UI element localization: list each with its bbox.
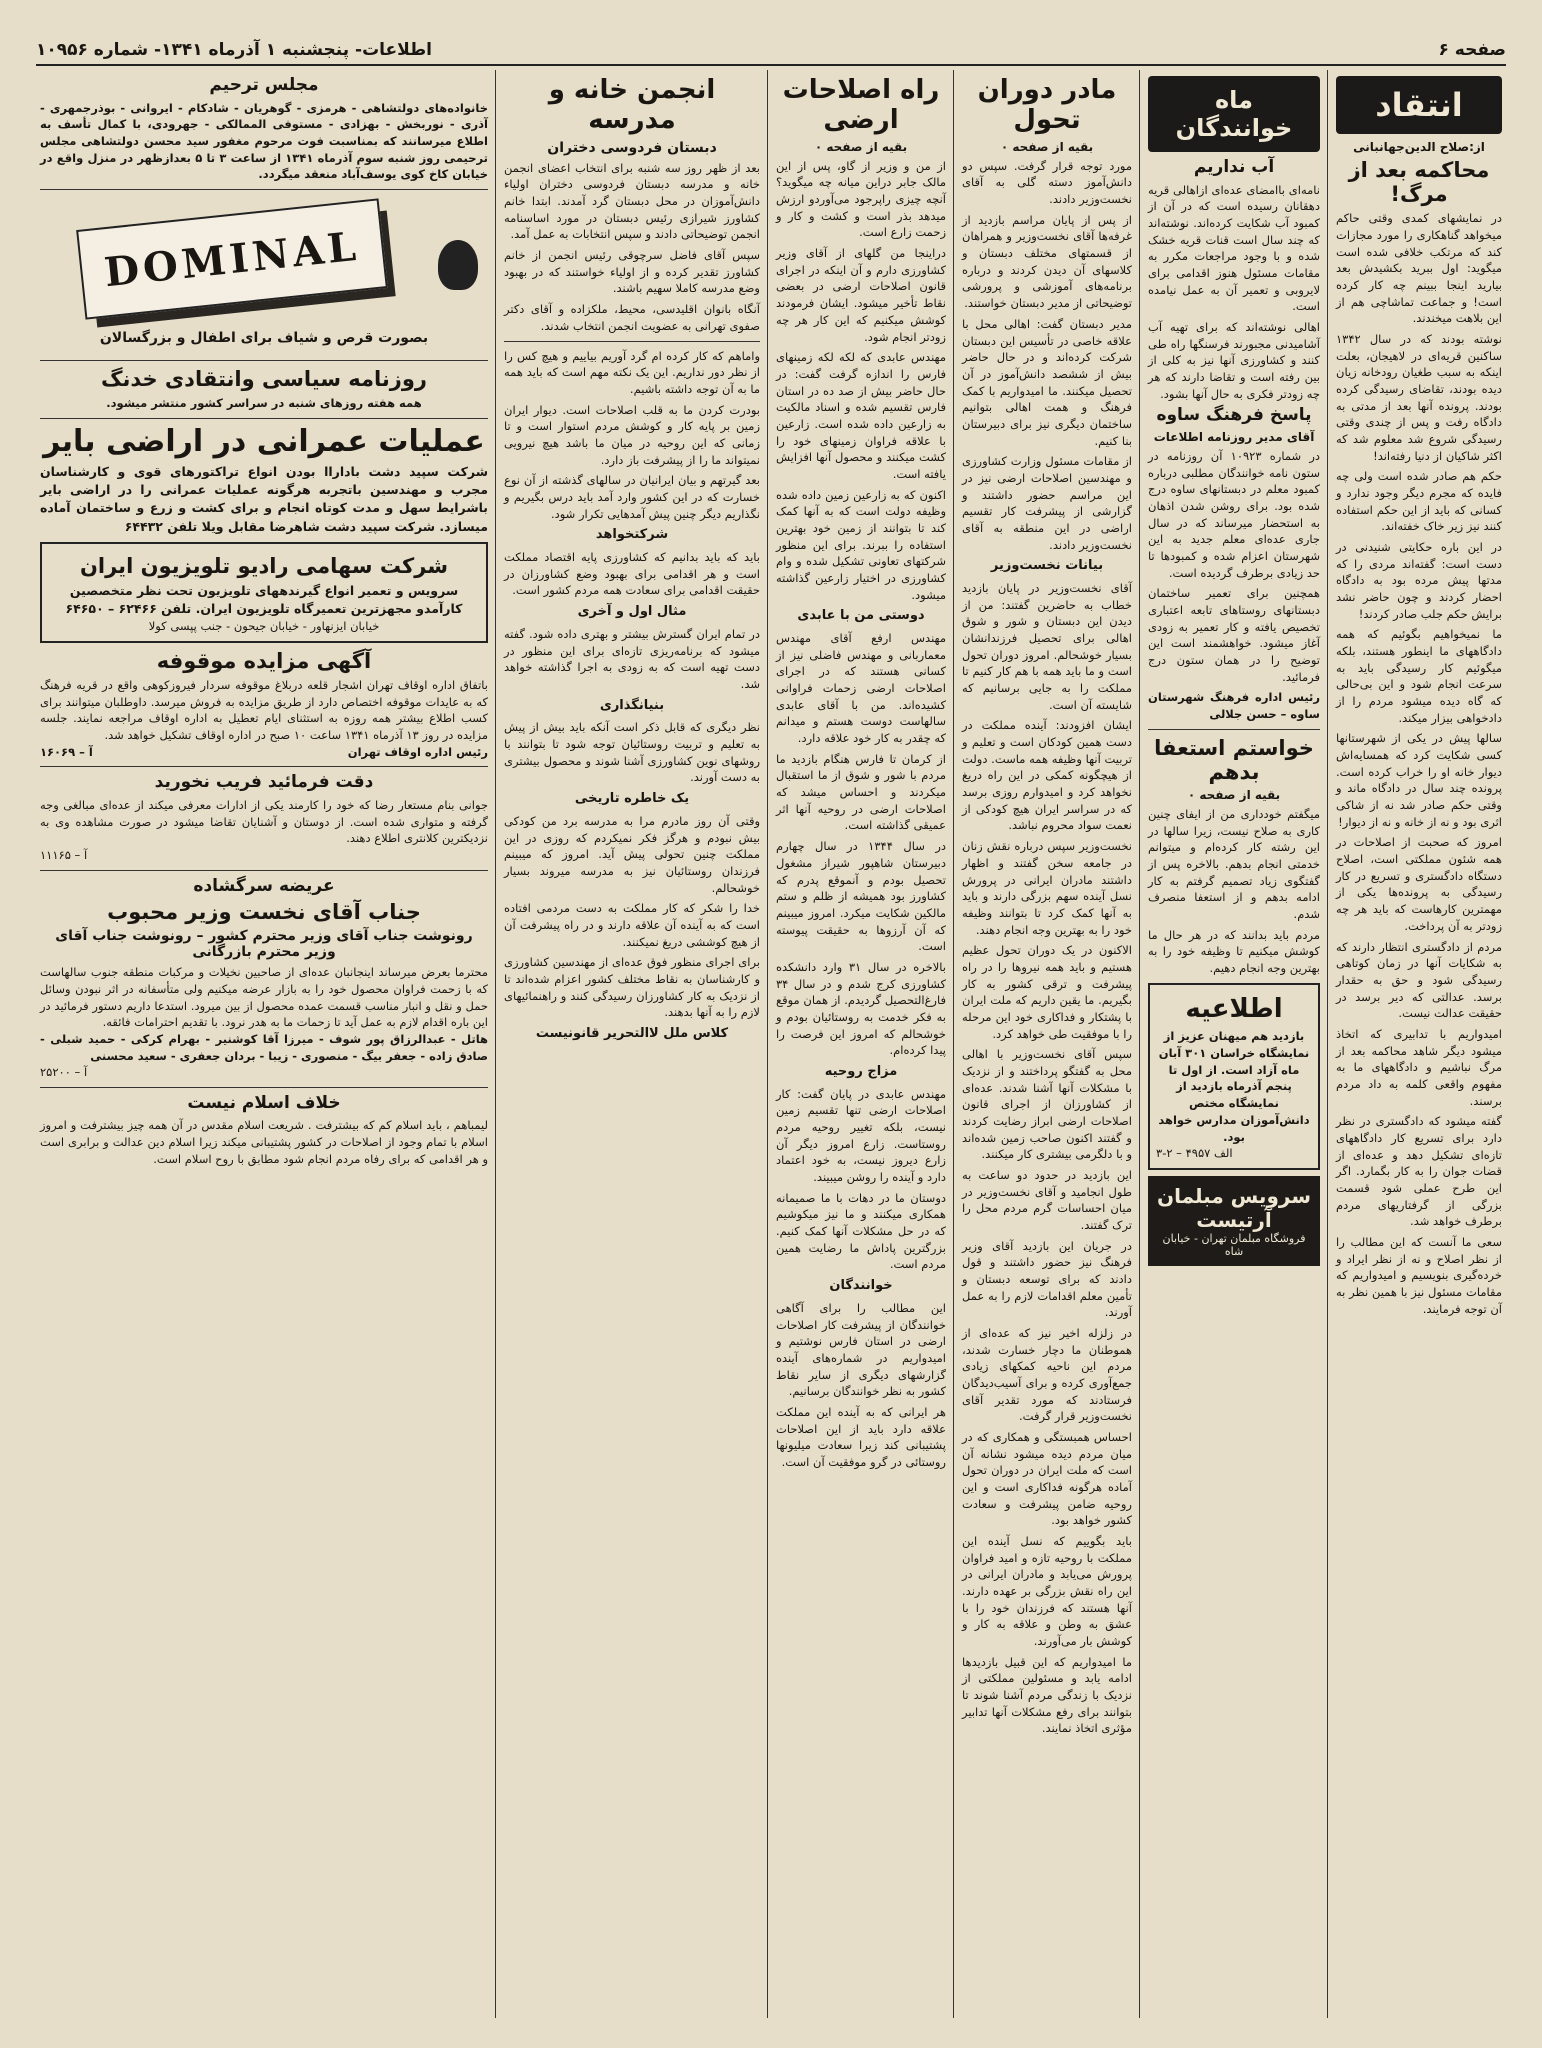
paragraph: آقای نخست‌وزیر در پایان بازدید خطاب به حاضرین گفتند: من از دیدن این دبستان و شور و شوق اهالی برای تحصیل فرزندانشان بسیار خوشحالم. امروز دوران تحول است و ما باید همه با هم کار کنیم تا مملکت را به جایی برسانیم که شایسته آن است.	[962, 581, 1132, 712]
resign-subtitle: بقیه از صفحه ۰	[1187, 787, 1281, 802]
paragraph: سعی ما آنست که این مطالب را از نظر اصلاح و نه از نظر ایراد و خرده‌گیری بنویسیم و امیدواریم که مقامات مسئول نیز با همین نظر به آن توجه فرمایند.	[1336, 1234, 1502, 1316]
tv-company-address: خیابان ایزنهاور - خیابان جیحون - جنب پپسی کولا	[148, 619, 380, 634]
column-divider	[1139, 70, 1140, 2018]
paragraph: همچنین برای تعمیر ساختمان دبستانهای روستاهای تابعه اعتباری تخصیص یافته و کار تعمیر به زودی آغاز میشود. خواهشمند است این توضیح را در همان ستون درج فرمائید.	[1148, 586, 1320, 684]
paragraph: سالها پیش در یکی از شهرستانها کسی شکایت کرد که همسایه‌اش دیوار خانه او را خراب کرده است. پرونده چند سال در دادگاه ماند و وقتی حکم صادر شد نه از شاکی اثری بود و نه از خانه و نه از دیوار!	[1336, 731, 1502, 829]
column-ads	[36, 72, 492, 2018]
furniture-ad	[1148, 1176, 1320, 1266]
column-mother	[958, 72, 1136, 2018]
page-number: صفحه ۶	[1438, 40, 1506, 60]
column-divider	[953, 70, 954, 2018]
khadang-title: روزنامه سیاسی وانتقادی خدنگ	[100, 366, 428, 391]
readers-logo: ماه خوانندگان	[1148, 76, 1320, 152]
paragraph: واماهم که کار کرده ام گرد آوریم بیاییم و هیچ کس را از نظر دور نداریم. این یک نکته مهم است که باید همه ما به آن توجه داشته باشیم.	[504, 348, 760, 396]
paragraph: دوستان ما در دهات با ما صمیمانه همکاری میکنند و ما نیز میکوشیم که در حل مشکلات آنها کمک کنیم. بزرگترین پاداش ما رضایت همین مردم است.	[776, 1190, 946, 1272]
paragraph: امیدواریم با تدابیری که اتخاذ میشود دیگر شاهد محاکمه بعد از مرگ نباشیم و دادگاههای ما به مفهوم واقعی کلمه به داد مردم برسند.	[1336, 1026, 1502, 1108]
fraud-warning-title: دقت فرمائید فریب نخورید	[154, 772, 374, 793]
paragraph: سپس آقای نخست‌وزیر با اهالی محل به گفتگو پرداختند و از نزدیک با مشکلات آنها آشنا شدند. عده‌ای از کشاورزان از اجرای قانون اصلاحات ارضی ابراز رضایت کردند و گفتند اکنون صاحب زمین شده‌اند و با دلگرمی بیشتری کار میکنند.	[962, 1047, 1132, 1162]
land-reform-subtitle: بقیه از صفحه ۰	[814, 139, 908, 154]
bayer-logo-icon	[438, 240, 478, 290]
islam-title: خلاف اسلام نیست	[187, 1092, 341, 1113]
paragraph: نظر دیگری که قابل ذکر است آنکه باید بیش از پیش به تعلیم و تربیت روستائیان توجه شود تا بتوانند با روشهای نوین کشاورزی آشنا شوند و محصول بیشتری به دست آورند.	[504, 720, 760, 785]
paragraph: مهندس ارفع آقای مهندس معماربانی و مهندس فاضلی نیز از کسانی هستند که در اجرای اصلاحات ارضی زحمات فراوانی کشیده‌اند. من با آقای عابدی سالهاست دوست هستم و میدانم که چقدر به کار خود علاقه دارد.	[776, 631, 946, 746]
section-heading: بیانات نخست‌وزیر	[990, 558, 1104, 574]
paragraph: بودرت کردن ما به قلب اصلاحات است. دیوار ایران زمین بر پایه کار و کوشش مردم استوار است و تا زمانی که این روحیه در میان ما باشد هیچ نیرویی نمیتواند ما را از پیشرفت باز دارد.	[504, 402, 760, 467]
paragraph: باید بگوییم که نسل آینده این مملکت با روحیه تازه و امید فراوان پرورش می‌یابد و مادران ایرانی در این راه نقش بزرگی بر عهده دارند. آنها هستند که فرزندان خود را با عشق به وطن و علاقه به کار و کوشش بار می‌آورند.	[962, 1534, 1132, 1649]
paragraph: مهندس عابدی در پایان گفت: کار اصلاحات ارضی تنها تقسیم زمین نیست، بلکه تغییر روحیه مردم روستاست. زارع امروز دیگر آن زارع دیروز نیست، به خود اعتماد دارد و آینده را روشن میبیند.	[776, 1086, 946, 1185]
petition-label: عریضه سرگشاده	[193, 875, 335, 896]
paragraph: گفته میشود که دادگستری در نظر دارد برای تسریع کار دادگاههای تازه‌ای تشکیل دهد و عده‌ای از قضات جوان را به کار بگمارد. اگر این طرح عملی شود قسمت بزرگی از گرفتاریهای مردم برطرف خواهد شد.	[1336, 1114, 1502, 1229]
masthead	[36, 36, 1506, 66]
column-divider	[767, 70, 768, 2018]
paragraph: حکم هم صادر شده است ولی چه فایده که مجرم دیگر وجود ندارد و کسانی که باید از این حکم استفاده کنند نیز زیر خاک خفته‌اند.	[1336, 469, 1502, 534]
column-land-reform	[772, 72, 950, 2018]
paragraph: وقتی آن روز مادرم مرا به مدرسه برد من کودکی بیش نبودم و هرگز فکر نمیکردم که روزی در این مملکت چنین تحولی پیش آید. امروز که میبینم فرزندان روستائیان نیز به مدرسه میروند بسیار خوشحالم.	[504, 813, 760, 895]
paragraph: مدیر دبستان گفت: اهالی محل با علاقه خاصی در تأسیس این دبستان شرکت کرده‌اند و در حال حاضر بیش از ششصد دانش‌آموز در آن تحصیل میکنند. ما امیدواریم با کمک فرهنگ و همت اهالی بتوانیم ساختمان دیگری نیز برای دبیرستان بنا کنیم.	[962, 316, 1132, 448]
column-divider	[495, 70, 496, 2018]
tv-company-ad	[40, 542, 488, 643]
islam-body: لیمباهم ، باید اسلام کم که بیشترفت . شریعت اسلام مقدس در آن همه چیز بیشترفت و امروز اسلام با تمام وجود از اصلاحات در کشور پشتیبانی میکند زیرا اسلام دین عدالت و برابری است و هر اقدامی که برای رفاه مردم انجام شود مطابق با روح اسلام است.	[40, 1118, 488, 1166]
column-criticism	[1332, 72, 1506, 2018]
column-divider	[1327, 70, 1328, 2018]
paragraph: بعد از ظهر روز سه شنبه برای انتخاب اعضای انجمن خانه و مدرسه دبستان فردوسی دختران اولیاء دانش‌آموزان در محل دبستان گرد آمدند. ابتدا خانم کشاورز شیرازی رئیس دبستان در مورد اساسنامه انجمن توضیحاتی دادند و سپس انتخابات به عمل آمد.	[504, 160, 760, 242]
paragraph: برای اجرای منظور فوق عده‌ای از مهندسین کشاورزی و کارشناسان به نقاط مختلف کشور اعزام شده‌اند تا از نزدیک به کار کشاورزان رسیدگی کنند و راهنمائیهای لازم را به آنها بدهند.	[504, 955, 760, 1020]
paragraph: امروز که صحبت از اصلاحات در همه شئون مملکتی است، اصلاح دستگاه دادگستری و تسریع در کار رسیدگی به پرونده‌ها یکی از مهمترین کارهاست که باید هر چه زودتر به آن پرداخت.	[1336, 835, 1502, 933]
mother-headline: مادر دوران تحول	[977, 75, 1117, 135]
tv-company-body: سرویس و تعمیر انواع گیرندههای تلویزیون تحت نظر متخصصین کارآمدو مجهزترین تعمیرگاه تلویزیون ایران. تلفن ۶۲۴۶۶ – ۶۴۶۵۰	[65, 582, 463, 616]
paragraph: باید که باید بدانیم که کشاورزی پایه اقتصاد مملکت است و هر اقدامی برای بهبود وضع کشاورزان در حقیقت اقدامی برای سعادت همه مردم کشور است.	[504, 550, 760, 598]
furniture-ad-body: فروشگاه مبلمان تهران - خیابان شاه	[1162, 1231, 1306, 1258]
paragraph: رئیس اداره فرهنگ شهرستان ساوه – حسن جلالی	[1148, 690, 1320, 721]
criticism-headline: محاکمه بعد از مرگ!	[1348, 158, 1490, 207]
fraud-warning-body: جوانی بنام مستعار رضا که خود را کارمند یکی از ادارات معرفی میکند از عده‌ای مبالغی وجه گرفته و متواری شده است. از دوستان و آشنایان تقاضا میشود در صورت مشاهده وی به نزدیکترین کلانتری اطلاع دهند.	[40, 797, 488, 846]
dominal-ad	[40, 200, 488, 350]
paragraph: اهالی نوشته‌اند که برای تهیه آب آشامیدنی مجبورند فرسنگها راه طی کنند و کشاورزی آنها نیز به کلی از بین رفته است و تقاضا دارند که هر چه زودتر فکری به حال آنها بشود.	[1148, 319, 1320, 401]
issue-info: اطلاعات- پنجشنبه ۱ آذرماه ۱۳۴۱- شماره ۱۰۹۵۶	[36, 40, 432, 60]
exhibition-notice	[1148, 983, 1320, 1170]
paragraph: در نمایشهای کمدی وقتی حاکم میخواهد گناهکاری را مورد مجازات کند که مرتکب خلافی شده است میگوید: اول ببرید بکشیدش بعد بیارید اینجا ببینم چه کار کرده است! و جماعت تماشاچی هم از این بلاهت میخندند.	[1336, 211, 1502, 326]
section-heading: شرکتخواهد	[595, 527, 669, 543]
paragraph: از مقامات مسئول وزارت کشاورزی و مهندسین اصلاحات ارضی نیز در این مراسم حضور داشتند و گزارشی از پیشرفت کار تقسیم اراضی در این منطقه به آقای نخست‌وزیر دادند.	[962, 454, 1132, 552]
development-body: شرکت سپید دشت باداراا بودن انواع تراکتورهای قوی و کارشناسان مجرب و مهندسین باتجربه هرگونه عملیات عمرانی را در اراضی بایر باشرایط سهل و مدت کوتاه انجام و برای کشت و زرع و ساختمان آماده میسازد. شرکت سپید دشت شاهرضا مقابل ویلا تلفن ۶۴۴۳۲	[40, 464, 488, 534]
paragraph: آنگاه بانوان اقلیدسی، محیط، ملکزاده و آقای دکتر صفوی تهرانی به عضویت انجمن انتخاب شدند.	[504, 302, 760, 333]
paragraph: نامه‌ای باامضای عده‌ای ازاهالی قریه دهقانان رسیده است که در آن از کمبود آب شکایت کرده‌اند. نوشته‌اند که چند سال است قنات قریه خشک شده و با وجود مراجعات مکرر به مقامات مسئول هنوز اقدامی برای لایروبی و تعمیر آن به عمل نیامده است.	[1148, 182, 1320, 314]
section-heading: مثال اول و آخری	[577, 604, 687, 620]
paragraph: در زلزله اخیر نیز که عده‌ای از هموطنان ما دچار خسارت شدند، مردم این ناحیه کمکهای زیادی جمع‌آوری کرده و برای آسیب‌دیدگان فرستادند که مورد تقدیر آقای نخست‌وزیر قرار گرفت.	[962, 1325, 1132, 1424]
criticism-logo: انتقاد	[1336, 76, 1502, 134]
paragraph: خدا را شکر که کار مملکت به دست مردمی افتاده است که به آینده آن علاقه دارند و در راه پیشرفت آن از هیچ کوششی دریغ نمیکنند.	[504, 901, 760, 949]
paragraph: اکنون که به زارعین زمین داده شده وظیفه دولت است که به آنها کمک کند تا بتوانند از زمین خود بهترین استفاده را ببرند. برای این منظور شرکتهای تعاونی تشکیل شده و وام کشاورزی در اختیار زارعین گذاشته میشود.	[776, 487, 946, 602]
fraud-warning-code: آ – ۱۱۱۶۵	[40, 847, 88, 862]
khadang-body: همه هفته روزهای شنبه در سراسر کشور منتشر میشود.	[106, 396, 422, 411]
development-title: عملیات عمرانی در اراضی بایر	[43, 423, 485, 459]
paragraph: نوشته بودند که در سال ۱۳۴۲ ساکنین قریه‌ای در لاهیجان، بعلت اینکه به سبب طغیان رودخانه زیان دیده بودند، تقاضای رسیدگی کرده بودند. پرونده آنها بعد از مدتی به دادگاه رفت و پس از چندی وقتی رسیدگی شروع شد معلوم شد که اکثر شاکیان از دنیا رفته‌اند!	[1336, 331, 1502, 463]
criticism-body	[1336, 210, 1502, 1317]
section-heading: خوانندگان	[829, 1278, 893, 1294]
paragraph: از پس از پایان مراسم بازدید از غرفه‌ها آقای نخست‌وزیر و همراهان از قسمتهای مختلف دبستان و کلاسهای آن دیدن کردند و درباره برنامه‌های آموزشی و پرورشی توضیحاتی از مدیر دبستان خواستند.	[962, 212, 1132, 311]
paragraph: ما امیدواریم که این قبیل بازدیدها ادامه یابد و مسئولین مملکتی از نزدیک با زندگی مردم آشنا شوند تا بتوانند برای رفع مشکلات آنها تدابیر مؤثری اتخاذ نمایند.	[962, 1654, 1132, 1736]
school-headline: انجمن خانه و مدرسه	[548, 75, 716, 135]
dominal-caption: بصورت قرص و شیاف برای اطفال و بزرگسالان	[99, 329, 429, 346]
paragraph: احساس همبستگی و همکاری که در میان مردم دیده میشود نشانه آن است که ملت ایران در دوران تحول آماده هرگونه فداکاری است و این روحیه ضامن پیشرفت و سعادت کشور خواهد بود.	[962, 1430, 1132, 1528]
paragraph: از کرمان تا فارس هنگام بازدید ما مردم با شور و شوق از ما استقبال میکردند و احساس میشد که اصلاحات ارضی در روحیه آنها اثر عمیقی گذاشته است.	[776, 751, 946, 833]
petition-code: آ – ۲۵۲۰۰	[40, 1065, 88, 1080]
paragraph: بالاخره در سال ۳۱ وارد دانشکده کشاورزی کرج شدم و در سال ۳۴ فارغ‌التحصیل گردیدم. از همان موقع به فکر خدمت به روستائیان بودم و خوشحالم که امروز این فرصت را پیدا کرده‌ام.	[776, 959, 946, 1058]
paragraph: در تمام ایران گسترش بیشتر و بهتری داده شود. گفته میشود که برنامه‌ریزی تازه‌ای برای این منظور در دست تهیه است که به زودی به اجرا گذاشته خواهد شد.	[504, 626, 760, 691]
paragraph: مردم از دادگستری انتظار دارند که به شکایات آنها در زمان کوتاهی رسیدگی شود و حق به حقدار برسد. عدالتی که دیر برسد در حقیقت عدالت نیست.	[1336, 939, 1502, 1021]
furniture-ad-title: سرویس مبلمان آرتیست	[1157, 1183, 1311, 1232]
saveh-title: پاسخ فرهنگ ساوه	[1156, 405, 1312, 426]
paragraph: دراینجا من گلهای از آقای وزیر کشاورزی دارم و آن اینکه در اجرای قانون اصلاحات ارضی در بعضی نقاط تأخیر میشود. ایشان فرمودند کوشش میکنیم که این کار هر چه زودتر انجام شود.	[776, 246, 946, 344]
land-reform-headline: راه اصلاحات ارضی	[782, 75, 940, 135]
column-readers	[1144, 72, 1324, 2018]
paragraph: ما نمیخواهیم بگوئیم که همه دادگاههای ما اینطور هستند، بلکه میگوئیم کار رسیدگی باید به سرعت انجام شود و این بی‌حالی که گاه دیده میشود مردم را از دادخواهی بیزار میکند.	[1336, 627, 1502, 725]
petition-signatories: هاتل - عبدالرزاق پور شوف - میرزا آقا کوشنیر - بهرام کرکی - حمید شبلی - صادق زاده - جعفر بیگ - منصوری - زیبا - بردان جعفری - سعید محسنی	[40, 1031, 488, 1063]
dominal-brand: DOMINAL	[76, 198, 388, 319]
water-title: آب نداریم	[1193, 157, 1275, 177]
paragraph: در این باره حکایتی شنیدنی در دست است: گفته‌اند مردی را که مدتها پیش مرده بود به دادگاه احضار کردند و چون حاضر نشد برایش حکم جلب صادر کردند!	[1336, 540, 1502, 621]
memorial-title: مجلس ترحیم	[209, 75, 319, 95]
tv-company-title: شرکت سهامی رادیو تلویزیون ایران	[80, 553, 448, 578]
paragraph: در جریان این بازدید آقای وزیر فرهنگ نیز حضور داشتند و قول دادند که برای توسعه دبستان و تأمین معلم اقدامات لازم را به عمل آورند.	[962, 1238, 1132, 1320]
paragraph: مهندس عابدی که لکه لکه زمینهای فارس را اندازه گرفت گفت: در حال حاضر بیش از صد ده در استان فارس تقسیم شده و اسناد مالکیت به زارعین داده شده است. زارعین با علاقه فراوان زمینهای خود را کشت میکنند و محصول آنها افزایش یافته است.	[776, 350, 946, 481]
paragraph: سپس آقای فاضل سرچوقی رئیس انجمن از خانم کشاورز تقدیر کرده و از اولیاء خواستند که در بهبود وضع مدرسه کاملا سهیم باشند.	[504, 248, 760, 296]
petition-headline: جناب آقای نخست وزیر محبوب	[107, 900, 421, 925]
criticism-byline: از:صلاح الدین‌جهانبانی	[1353, 140, 1485, 154]
section-heading: مزاج روحیه	[824, 1063, 898, 1079]
petition-subhead: رونوشت جناب آقای وزیر محترم کشور – رونوشت جناب آقای وزیر محترم بازرگانی	[55, 928, 473, 961]
section-heading: بنیانگذاری	[599, 697, 665, 713]
paragraph: این مطالب را برای آگاهی خوانندگان از پیشرفت کار اصلاحات ارضی در استان فارس نوشتیم و امیدواریم در شماره‌های آینده گزارشهای دیگری از سایر نقاط کشور به نظر خوانندگان برسانیم.	[776, 1300, 946, 1399]
auction-body: باتفاق اداره اوقاف تهران اشجار قلعه دربلاغ موقوفه سردار فیروزکوهی واقع در قریه فرهنگ که به عایدات موقوفه اختصاص دارد از طریق مزایده به فروش میرسد. داوطلبان میتوانند برای کسب اطلاع بیشتر همه روزه به استثنای ایام تعطیل به اداره اوقاف مراجعه نمایند. جلسه مزایده در روز ۱۳ آذرماه ۱۳۴۱ ساعت ۱۰ صبح در اداره اوقاف تشکیل خواهد شد.	[40, 677, 488, 742]
paragraph: ایشان افزودند: آینده مملکت در دست همین کودکان است و تعلیم و تربیت آنها وظیفه همه ماست. دولت از هیچگونه کمکی در این راه دریغ نخواهد کرد و امیدوارم روزی برسد که در سراسر ایران هیچ کودکی از نعمت سواد محروم نباشد.	[962, 718, 1132, 833]
auction-code: آ – ۱۶۰۶۹	[40, 744, 93, 759]
paragraph: مورد توجه قرار گرفت. سپس دو دانش‌آموز دسته گلی به آقای نخست‌وزیر دادند.	[962, 158, 1132, 207]
paragraph: بعد گیرتهم و بیان ایرانیان در سالهای گذشته از آن نوع خسارت که در این کشور وارد آمد باید درس بگیریم و نگذاریم دیگر چنین پیش آمدهایی تکرار شود.	[504, 473, 760, 521]
notice-code: الف ۴۹۵۷ – ۲-۳	[1156, 1146, 1233, 1161]
section-heading: کلاس ملل لاالتحریر قانونیست	[535, 1026, 729, 1042]
section-heading: یک خاطره تاریخی	[574, 791, 690, 807]
column-school-association	[500, 72, 764, 2018]
auction-title: آگهی مزایده موقوفه	[156, 648, 372, 673]
paragraph: از من و وزیر از گاو، پس از این مالک جابر دراین میانه چه میگوید؟ آنچه چیزی راپرجود می‌آوردو ارزش میدهد بذر است و کشت و کار و زحمت زارع است.	[776, 158, 946, 240]
paragraph: میگفتم خودداری من از ایفای چنین کاری به صلاح نیست، زیرا سالها در این رشته کار کرده‌ام و میتوانم خدمتی انجام بدهم. بالاخره پس از گفتگوی زیاد تصمیم گرفتم به کار ادامه بدهم و از استعفا منصرف شدم.	[1148, 806, 1320, 921]
notice-title: اطلاعیه	[1185, 993, 1283, 1024]
paragraph: الاکنون در یک دوران تحول عظیم هستیم و باید همه نیروها را در راه پیشرفت و ترقی کشور به کار بگیریم. ما یقین داریم که ملت ایران با پشتکار و فداکاری خود این مرحله را با موفقیت طی خواهد کرد.	[962, 943, 1132, 1041]
paragraph: هر ایرانی که به آینده این مملکت علاقه دارد باید از این اصلاحات پشتیبانی کند زیرا سعادت میلیونها روستائی در گرو موفقیت آن است.	[776, 1405, 946, 1470]
paragraph: مردم باید بدانند که در هر حال ما کوشش میکنیم تا وظیفه خود را به بهترین وجه انجام دهیم.	[1148, 927, 1320, 975]
petition-body: محترما بعرض میرساند اینجانبان عده‌ای از صاحبین نخیلات و مرکبات منطقه جنوب سالهاست که با زحمت فراوان محصول خود را به بازار عرضه میکنیم ولی متأسفانه در اثر نبودن وسائل حمل و نقل و انبار مناسب قسمت عمده محصول از بین میرود. استدعا داریم دستور فرمائید در این باره اقدام لازم به عمل آید تا زحمات ما به هدر نرود. با تقدیم احترامات فائقه.	[40, 965, 488, 1030]
mother-subtitle: بقیه از صفحه ۰	[1000, 139, 1094, 154]
school-subtitle: دبستان فردوسی دختران	[547, 139, 717, 156]
auction-signature: رئیس اداره اوقاف تهران	[347, 744, 488, 759]
section-heading: دوستی من با عابدی	[797, 608, 925, 624]
resign-title: خواستم استعفا بدهم	[1154, 735, 1314, 784]
saveh-subtitle: آقای مدیر روزنامه اطلاعات	[1153, 429, 1315, 444]
paragraph: در سال ۱۳۴۴ در سال چهارم دبیرستان شاهپور شیراز مشغول تحصیل بودم و آنموقع پدرم که کشاورز بود همیشه از ظلم و ستم مالکین شکایت میکرد. امروز میبینم که آن آرزوها به حقیقت پیوسته است.	[776, 839, 946, 954]
paragraph: نخست‌وزیر سپس درباره نقش زنان در جامعه سخن گفتند و اظهار داشتند مادران ایرانی در پرورش نسل آینده سهم بزرگی دارند و باید به آنها کمک کرد تا بتوانند وظیفه خود را به بهترین وجه انجام دهند.	[962, 839, 1132, 937]
paragraph: در شماره ۱۰۹۲۳ آن روزنامه در ستون نامه خوانندگان مطلبی درباره کمبود معلم در دبستانهای ساوه درج شده بود. برای روشن شدن اذهان به استحضار میرساند که در سال جاری عده‌ای معلم جدید به این شهرستان اعزام شده و کمبودها تا حد زیادی برطرف گردیده است.	[1148, 448, 1320, 580]
paragraph: این بازدید در حدود دو ساعت به طول انجامید و آقای نخست‌وزیر در میان احساسات گرم مردم محل را ترک گفتند.	[962, 1167, 1132, 1232]
memorial-body: خانواده‌های دولتشاهی - هرمزی - گوهریان - شادکام - ایروانی - بوذرجمهری - آذری - نوربخش - بهزادی - مستوفی الممالکی - جهرودی، با کمال تأسف به اطلاع میرسانند که بمناسبت فوت مرحوم مغفور سید محسن دولتشاهی مجلس ترحیمی روز شنبه سوم آذرماه ۱۳۴۱ از ساعت ۳ تا ۵ بعدازظهر در منزل واقع در خیابان کاخ کوی یوسف‌آباد منعقد میگردد.	[40, 100, 488, 182]
notice-body: بازدید هم میهنان عزیز از نمایشگاه خراسان ۳۰۱ آبان ماه آزاد است. از اول تا پنجم آذرماه بازدید از نمایشگاه مختص دانش‌آموزان مدارس خواهد بود.	[1158, 1029, 1310, 1144]
